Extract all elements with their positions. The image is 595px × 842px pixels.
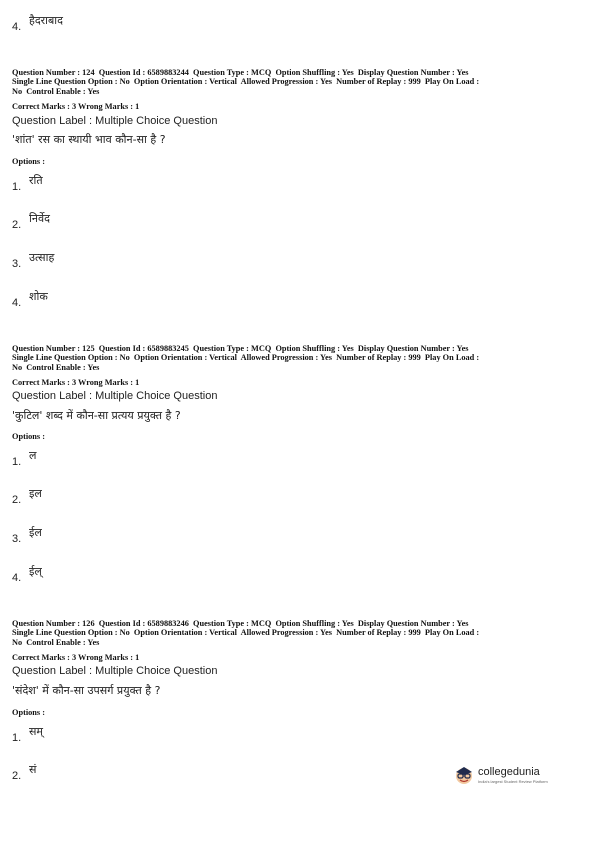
option-text: सम् — [29, 725, 44, 738]
option-number: 4. — [12, 21, 22, 33]
question-meta: Question Number : 124 Question Id : 6589883244 Question Type : MCQ Option Shuffling : Yes Display Question Number : Yes Single Line Question Option : No Option Orientation : Vertical Allowed Progression : Yes Number of Replay : 999 Play On Load : No Control Enable : Yes — [12, 68, 480, 96]
question-label: Question Label : Multiple Choice Question — [12, 390, 218, 402]
question-meta: Question Number : 125 Question Id : 6589883245 Question Type : MCQ Option Shuffling : Yes Display Question Number : Yes Single Line Question Option : No Option Orientation : Vertical Allowed Progression : Yes Number of Replay : 999 Play On Load : No Control Enable : Yes — [12, 344, 480, 372]
option-number: 1. — [12, 456, 22, 468]
option-text: ईल — [29, 526, 42, 539]
option-number: 2. — [12, 219, 22, 231]
option-text: हैदराबाद — [29, 14, 64, 27]
option-text: ईल् — [29, 565, 42, 578]
option-number: 3. — [12, 533, 22, 545]
options-heading: Options : — [12, 432, 45, 441]
option-number: 1. — [12, 181, 22, 193]
option-text: सं — [29, 763, 37, 776]
question-label: Question Label : Multiple Choice Question — [12, 115, 218, 127]
watermark-name: collegedunia — [478, 766, 540, 778]
option-number: 1. — [12, 732, 22, 744]
collegedunia-watermark — [453, 764, 548, 786]
option-text: इल — [29, 487, 42, 500]
question-label: Question Label : Multiple Choice Question — [12, 665, 218, 677]
question-text: 'शांत' रस का स्थायी भाव कौन-सा है ? — [12, 133, 166, 146]
option-number: 4. — [12, 297, 22, 309]
option-number: 3. — [12, 258, 22, 270]
question-text: 'संदेश' में कौन-सा उपसर्ग प्रयुक्त है ? — [12, 684, 161, 697]
option-number: 2. — [12, 770, 22, 782]
option-number: 2. — [12, 494, 22, 506]
question-meta: Question Number : 126 Question Id : 6589883246 Question Type : MCQ Option Shuffling : Yes Display Question Number : Yes Single Line Question Option : No Option Orientation : Vertical Allowed Progression : Yes Number of Replay : 999 Play On Load : No Control Enable : Yes — [12, 619, 480, 647]
option-text: शोक — [29, 290, 48, 303]
option-text: उत्साह — [29, 251, 55, 264]
options-heading: Options : — [12, 157, 45, 166]
question-marks: Correct Marks : 3 Wrong Marks : 1 — [12, 378, 140, 387]
option-text: निर्वेद — [29, 212, 50, 225]
question-marks: Correct Marks : 3 Wrong Marks : 1 — [12, 653, 140, 662]
option-text: रति — [29, 174, 43, 187]
student-mascot-icon — [453, 764, 475, 786]
question-text: 'कुटिल' शब्द में कौन-सा प्रत्यय प्रयुक्त है ? — [12, 409, 181, 422]
question-marks: Correct Marks : 3 Wrong Marks : 1 — [12, 102, 140, 111]
watermark-tagline: India's largest Student Review Platform — [478, 779, 548, 784]
option-text: ल — [29, 449, 37, 462]
option-number: 4. — [12, 572, 22, 584]
options-heading: Options : — [12, 708, 45, 717]
